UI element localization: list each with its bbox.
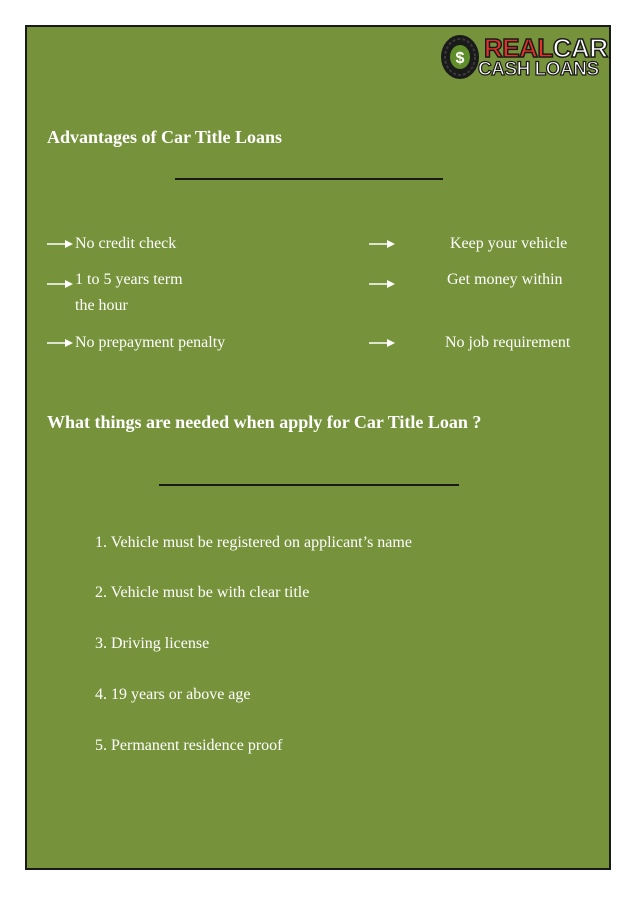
- advantage-left-2: 1 to 5 years term: [75, 271, 183, 288]
- advantage-right-2: Get money within: [447, 271, 563, 288]
- advantage-right-1: Keep your vehicle: [450, 235, 568, 252]
- right-arrow-icon: [367, 278, 397, 290]
- advantages-title-underline: [175, 178, 443, 180]
- svg-text:$: $: [455, 50, 465, 67]
- real-car-cash-loans-logo: [440, 32, 608, 84]
- advantages-title: Advantages of Car Title Loans: [47, 127, 283, 147]
- requirement-item-3: 3. Driving license: [95, 635, 210, 652]
- requirement-item-1: 1. Vehicle must be registered on applicant’s name: [95, 534, 412, 551]
- advantage-left-1: No credit check: [75, 235, 177, 252]
- logo-word-real: REAL: [484, 33, 553, 63]
- right-arrow-icon: [45, 238, 75, 250]
- advantage-right-3: No job requirement: [445, 334, 571, 351]
- right-arrow-icon: [367, 337, 397, 349]
- requirements-title: What things are needed when apply for Car Title Loan ?: [47, 412, 482, 432]
- right-arrow-icon: [45, 337, 75, 349]
- right-arrow-icon: [45, 278, 75, 290]
- requirement-item-5: 5. Permanent residence proof: [95, 737, 283, 754]
- logo-text-line1: [484, 35, 608, 61]
- right-arrow-icon: [367, 238, 397, 250]
- advantage-left-2-continued: the hour: [75, 297, 128, 314]
- dollar-tire-icon: [440, 34, 482, 80]
- flyer-page: [25, 25, 611, 870]
- logo-text-line2: CASH LOANS: [478, 59, 599, 80]
- requirement-item-4: 4. 19 years or above age: [95, 686, 251, 703]
- requirements-title-underline: [159, 484, 459, 486]
- advantage-left-3: No prepayment penalty: [75, 334, 226, 351]
- requirement-item-2: 2. Vehicle must be with clear title: [95, 584, 310, 601]
- logo-word-car: CAR: [552, 33, 608, 63]
